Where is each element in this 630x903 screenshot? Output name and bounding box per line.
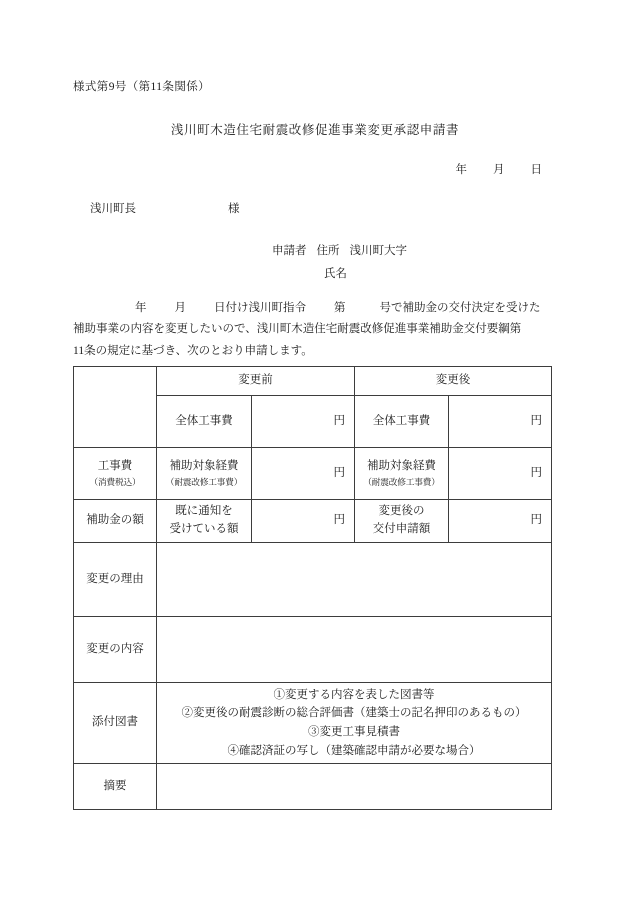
after-total-cost-input[interactable]: 円	[449, 396, 552, 448]
construction-cost-label-sub: （消費税込）	[89, 476, 141, 487]
applicant-address-label: 住所	[316, 245, 340, 257]
addressee-line	[90, 200, 240, 220]
subsidy-amount-label: 補助金の額	[74, 500, 157, 543]
date-day-label: 日	[530, 164, 542, 176]
table-row-change-reason	[74, 543, 552, 617]
attachment-item-3: ③変更工事見積書	[308, 726, 400, 738]
attachment-item-1: ①変更する内容を表した図書等	[273, 688, 435, 701]
change-reason-label: 変更の理由	[74, 543, 157, 617]
attachment-item-4: ④確認済証の写し（建築確認申請が必要な場合）	[227, 744, 481, 757]
after-subsidized-expense-sub: （耐震改修工事費）	[363, 476, 440, 487]
addressee-name: 浅川町長	[90, 203, 136, 215]
body-year-label: 年	[135, 302, 147, 314]
date-year-label: 年	[455, 164, 467, 176]
table-header-row	[74, 367, 552, 396]
before-subsidy-notified-line1: 既に通知を	[175, 505, 233, 518]
construction-cost-label-main: 工事費	[97, 459, 133, 472]
construction-cost-label	[74, 448, 157, 500]
applicant-address-line	[272, 242, 407, 262]
header-before-cell: 変更前	[157, 367, 355, 396]
remarks-label: 摘要	[74, 764, 157, 810]
document-title: 浅川町木造住宅耐震改修促進事業変更承認申請書	[170, 123, 460, 137]
after-subsidized-expense-main: 補助対象経費	[367, 459, 436, 472]
date-month-label: 月	[493, 164, 505, 176]
before-total-cost-label: 全体工事費	[157, 396, 252, 448]
table-row-subsidy-amount	[74, 500, 552, 543]
attachment-item-2: ②変更後の耐震診断の総合評価書（建築士の記名押印のあるもの）	[181, 707, 527, 720]
change-content-label: 変更の内容	[74, 617, 157, 683]
body-line-3: 11条の規定に基づき、次のとおり申請します。	[73, 344, 313, 357]
before-subsidy-amount-input[interactable]: 円	[252, 500, 355, 543]
body-decision-text: 号で補助金の交付決定を受けた	[379, 302, 541, 314]
header-corner-cell	[74, 367, 157, 448]
after-subsidized-expense-label	[355, 448, 449, 500]
applicant-label: 申請者	[272, 245, 307, 257]
table-row-change-content	[74, 617, 552, 683]
date-line	[0, 161, 542, 181]
body-order-text: 日付け浅川町指令	[214, 302, 306, 314]
after-subsidy-application-label	[355, 500, 449, 543]
before-subsidized-expense-sub: （耐震改修工事費）	[165, 476, 243, 487]
body-paragraph	[73, 298, 551, 362]
table-row-attachments	[74, 683, 552, 764]
applicant-name-label: 氏名	[324, 268, 347, 280]
before-total-cost-input[interactable]: 円	[252, 396, 355, 448]
body-month-label: 月	[174, 302, 186, 314]
attachments-label: 添付図書	[74, 683, 157, 764]
remarks-input[interactable]	[157, 764, 552, 810]
addressee-honorific: 様	[228, 203, 240, 215]
before-subsidized-expense-label	[157, 448, 252, 500]
after-total-cost-label: 全体工事費	[355, 396, 449, 448]
change-content-input[interactable]	[157, 617, 552, 683]
application-table	[73, 366, 552, 810]
after-subsidy-application-line2: 交付申請額	[372, 523, 431, 535]
before-subsidized-expense-main: 補助対象経費	[169, 459, 239, 472]
change-reason-input[interactable]	[157, 543, 552, 617]
after-subsidized-expense-input[interactable]: 円	[449, 448, 552, 500]
after-subsidy-application-line1: 変更後の	[378, 505, 425, 518]
header-after-cell: 変更後	[355, 367, 552, 396]
after-subsidy-amount-input[interactable]: 円	[449, 500, 552, 543]
body-number-label: 第	[334, 302, 346, 314]
table-row-subsidized-expense	[74, 448, 552, 500]
before-subsidized-expense-input[interactable]: 円	[252, 448, 355, 500]
applicant-address-value: 浅川町大字	[349, 245, 407, 257]
before-subsidy-notified-label	[157, 500, 252, 543]
body-line-2: 補助事業の内容を変更したいので、浅川町木造住宅耐震改修促進事業補助金交付要綱第	[73, 323, 522, 336]
attachments-list	[157, 683, 552, 764]
form-number: 様式第9号（第11条関係）	[73, 81, 211, 93]
table-row-remarks	[74, 764, 552, 810]
before-subsidy-notified-line2: 受けている額	[169, 523, 239, 535]
